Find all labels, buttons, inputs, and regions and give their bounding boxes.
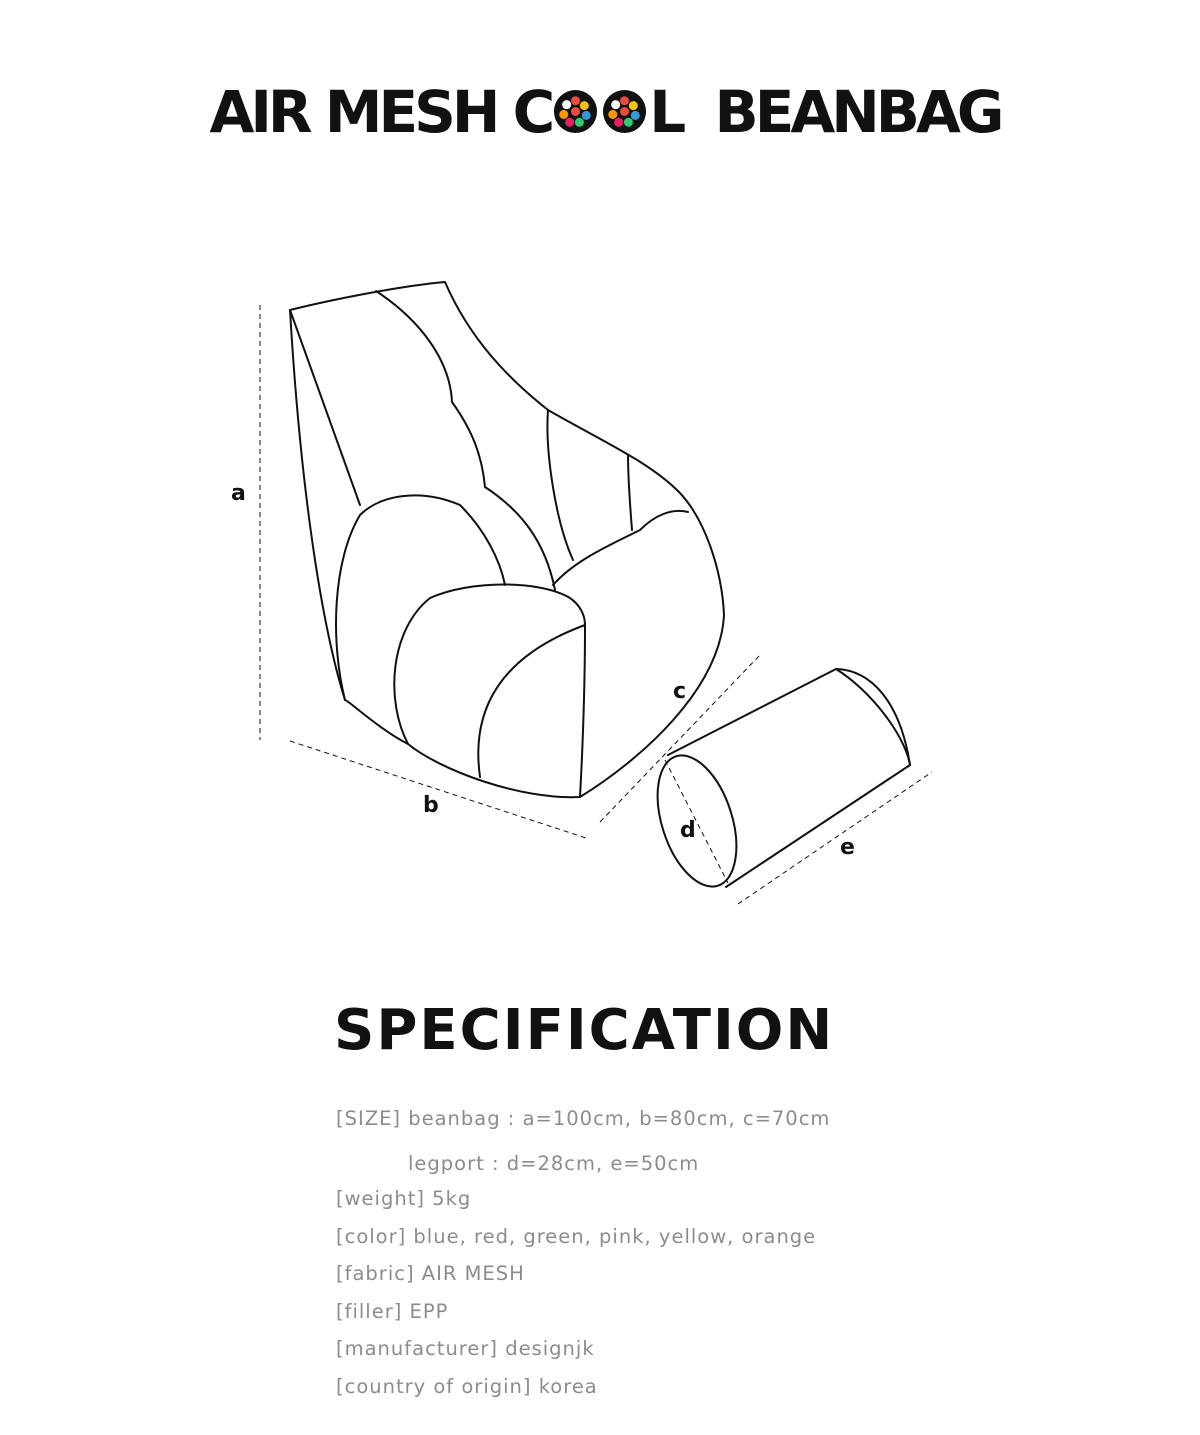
spec-color: [color] blue, red, green, pink, yellow, orange <box>336 1224 817 1248</box>
beanbag-left-arm <box>336 495 505 700</box>
beanbag-seat <box>394 585 585 745</box>
spec-origin: [country of origin] korea <box>336 1374 598 1398</box>
spec-filler: [filler] EPP <box>336 1299 449 1323</box>
beanbag-back-seam <box>376 291 555 590</box>
spec-manufacturer: [manufacturer] designjk <box>336 1337 595 1360</box>
beanbag-back-seam <box>628 455 632 530</box>
beanbag-outline <box>290 282 724 797</box>
beanbag-back-seam <box>547 410 573 560</box>
beanbag-seat-front <box>478 625 585 797</box>
dimension-label-e: e <box>840 835 855 860</box>
dimension-label-b: b <box>423 793 439 818</box>
beanbag-right-arm <box>553 511 688 585</box>
dimension-label-a: a <box>231 481 246 506</box>
dimension-line-d <box>665 760 728 883</box>
legport-end <box>643 746 752 897</box>
dimension-line-e <box>738 772 932 904</box>
specification-heading: SPECIFICATION <box>334 998 835 1063</box>
specification-list <box>336 1103 830 1405</box>
dimension-label-d: d <box>680 818 696 843</box>
product-title-part1: AIR MESH C <box>209 78 552 146</box>
dimension-label-c: c <box>673 679 687 704</box>
spec-weight: [weight] 5kg <box>336 1187 472 1210</box>
beanbag-back-seam <box>290 310 360 505</box>
dimension-line-b <box>290 741 586 838</box>
spec-size: [SIZE] beanbag : a=100cm, b=80cm, c=70cm <box>336 1107 831 1130</box>
spec-fabric: [fabric] AIR MESH <box>336 1262 525 1285</box>
product-title-part2: L BEANBAG <box>649 78 1001 146</box>
spec-legport: legport : d=28cm, e=50cm <box>408 1152 700 1175</box>
